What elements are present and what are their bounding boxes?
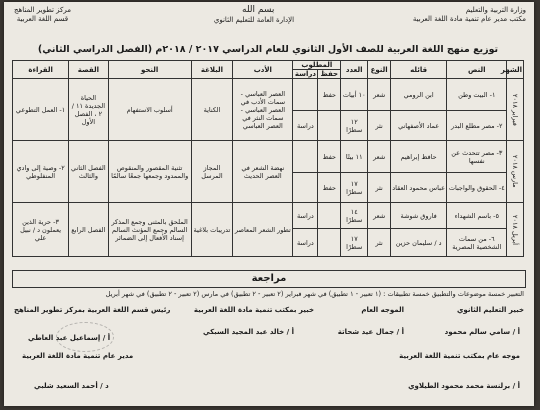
col-memorize: حفظ <box>318 70 341 79</box>
study-cell <box>293 79 318 111</box>
col-month: الشهر <box>507 61 524 79</box>
memorize-cell: حفظ <box>318 173 341 203</box>
memorize-cell: حفظ <box>318 79 341 111</box>
table-row <box>13 203 524 229</box>
type-cell: نثر <box>368 111 391 141</box>
document-page <box>4 2 534 406</box>
count-cell: ١٠ أبيات <box>341 79 368 111</box>
expert-title: خبير بمكتب تنمية مادة اللغة العربية <box>193 306 314 314</box>
col-text: النص <box>447 61 507 79</box>
text-cell: ٥- باسم الشهداء <box>447 203 507 229</box>
grammar-cell: الملحق بالمثنى وجمع المذكر السالم وجمع المؤنث السالم إسناد الأفعال إلى الضمائر <box>108 203 191 257</box>
count-cell: ١٧ سطرًا <box>341 173 368 203</box>
curriculum-table <box>12 60 524 257</box>
col-literature: الأدب <box>233 61 293 79</box>
type-cell: شعر <box>368 79 391 111</box>
story-cell: الفصل الرابع <box>69 203 108 257</box>
type-cell: نثر <box>368 229 391 257</box>
ministry-header <box>413 6 526 24</box>
rhetoric-cell: تدريبات بلاغية <box>191 203 233 257</box>
official-stamp <box>56 322 114 352</box>
author-cell: عماد الأصفهاني <box>391 111 447 141</box>
expert-name: أ / خالد عبد المجيد السبكي <box>203 328 294 336</box>
type-cell: نثر <box>368 173 391 203</box>
col-required: المطلوب <box>293 61 341 70</box>
general-manager-name: د / أحمد السعيد شلبي <box>34 382 109 390</box>
study-cell <box>293 141 318 173</box>
col-grammar: النحو <box>108 61 191 79</box>
story-cell: الحياة الجديدة ١١ / ٢ ، الفصل الأول <box>69 79 108 141</box>
grammar-cell: أسلوب الاستفهام <box>108 79 191 141</box>
type-cell: شعر <box>368 141 391 173</box>
col-story: القصة <box>69 61 108 79</box>
memorize-cell <box>318 229 341 257</box>
memorize-cell: حفظ <box>318 141 341 173</box>
col-count: العدد <box>341 61 368 79</box>
literature-cell: تطور الشعر المعاصر <box>233 203 293 257</box>
col-rhetoric: البلاغة <box>191 61 233 79</box>
rhetoric-cell: الكناية <box>191 79 233 141</box>
ministry-office: مكتب مدير عام تنمية مادة اللغة العربية <box>412 15 526 23</box>
col-type: النوع <box>368 61 391 79</box>
sec-expert-name: أ / سامي سالم محمود <box>444 328 520 336</box>
month-cell: فبراير ٢٠١٨ <box>507 79 524 141</box>
count-cell: ١١ بيتًا <box>341 141 368 173</box>
text-cell: ١- البيت وطن <box>447 79 507 111</box>
study-cell: دراسة <box>293 111 318 141</box>
col-study: دراسة <box>294 70 316 78</box>
header-logo: بسم الله <box>242 5 275 15</box>
reading-cell: ٣- حرية الذين يعملون د / نبيل علي <box>13 203 69 257</box>
table-header-row <box>13 61 524 70</box>
supervisor-name: أ / جمال عيد شحاتة <box>337 328 404 336</box>
sec-expert-title: خبير التعليم الثانوي <box>457 306 524 314</box>
count-cell: ١٢ سطرًا <box>341 111 368 141</box>
author-cell: د / سليمان حزين <box>391 229 447 257</box>
author-cell: حافظ إبراهيم <box>391 141 447 173</box>
rhetoric-cell: المجاز المرسل <box>191 141 233 203</box>
author-cell: فاروق شوشة <box>391 203 447 229</box>
review-banner: مراجعة <box>12 270 526 288</box>
department-header: الإدارة العامة للتعليم الثانوي <box>213 16 295 24</box>
memorize-cell <box>318 203 341 229</box>
table-row <box>13 79 524 111</box>
general-manager-title: مدير عام تنمية مادة اللغة العربية <box>22 352 134 360</box>
literature-cell: نهضة الشعر في العصر الحديث <box>233 141 293 203</box>
dev-center-header <box>14 6 71 24</box>
study-cell <box>293 173 318 203</box>
month-cell: أبريل ٢٠١٨ <box>507 203 524 257</box>
author-cell: ابن الرومي <box>391 79 447 111</box>
general-supervisor-title: موجه عام بمكتب تنمية اللغة العربية <box>399 352 520 360</box>
text-cell: ٤- الحقوق والواجبات <box>447 173 507 203</box>
study-cell: دراسة <box>293 203 318 229</box>
ministry-name: وزارة التربية والتعليم <box>465 6 526 14</box>
literature-cell: العصر العباسي - سمات الأدب في العصر العباسي - سمات النثر في العصر العباسي <box>233 79 293 141</box>
type-cell: شعر <box>368 203 391 229</box>
expression-note: التعبير خمسة موضوعات والتطبيق خمسة تطبيقات : (١ تعبير - ١ تطبيق) في شهر فبراير (٢ تعبير - ٢ تطبيق) في مارس (٢ تعبير - ٢ تطبيق) في شهر أبريل <box>105 290 524 298</box>
study-cell: دراسة <box>293 229 318 257</box>
count-cell: ١٧ سطرًا <box>341 229 368 257</box>
col-author: قائله <box>391 61 447 79</box>
text-cell: ٣- مصر تتحدث عن نفسها <box>447 141 507 173</box>
count-cell: ١٤ سطرًا <box>341 203 368 229</box>
dev-head-name: أ / إسماعيل عبد العاطي <box>28 334 111 342</box>
dev-center-dept: قسم اللغة العربية <box>16 15 69 23</box>
month-cell: مارس ٢٠١٨ <box>507 141 524 203</box>
text-cell: ٦- من سمات الشخصية المصرية <box>447 229 507 257</box>
grammar-cell: تثنية المقصور والمنقوص والممدود وجمعها جمعًا سالمًا <box>108 141 191 203</box>
document-title: توزيع منهج اللغة العربية للصف الأول الثانوي للعام الدراسي ٢٠١٧ / ٢٠١٨م (الفصل الدراسي الثاني) <box>37 44 499 55</box>
dev-center-name: مركز تطوير المناهج <box>14 6 71 14</box>
general-supervisor-name: أ / برلنسة محمد محمود الطيلاوي <box>408 382 520 390</box>
table-row <box>13 141 524 173</box>
author-cell: عباس محمود العقاد <box>391 173 447 203</box>
col-reading: القراءة <box>13 61 69 79</box>
supervisor-title: الموجه العام <box>361 306 404 314</box>
story-cell: الفصل الثاني والثالث <box>69 141 108 203</box>
text-cell: ٢- مصر مطلع البدر <box>447 111 507 141</box>
dev-head-title: رئيس قسم اللغة العربية بمركز تطوير المناهج <box>14 306 171 314</box>
reading-cell: ١- العمل التطوعي <box>13 79 69 141</box>
reading-cell: ٢- وصية إلى وادي المنفلوطي <box>13 141 69 203</box>
memorize-cell <box>318 111 341 141</box>
